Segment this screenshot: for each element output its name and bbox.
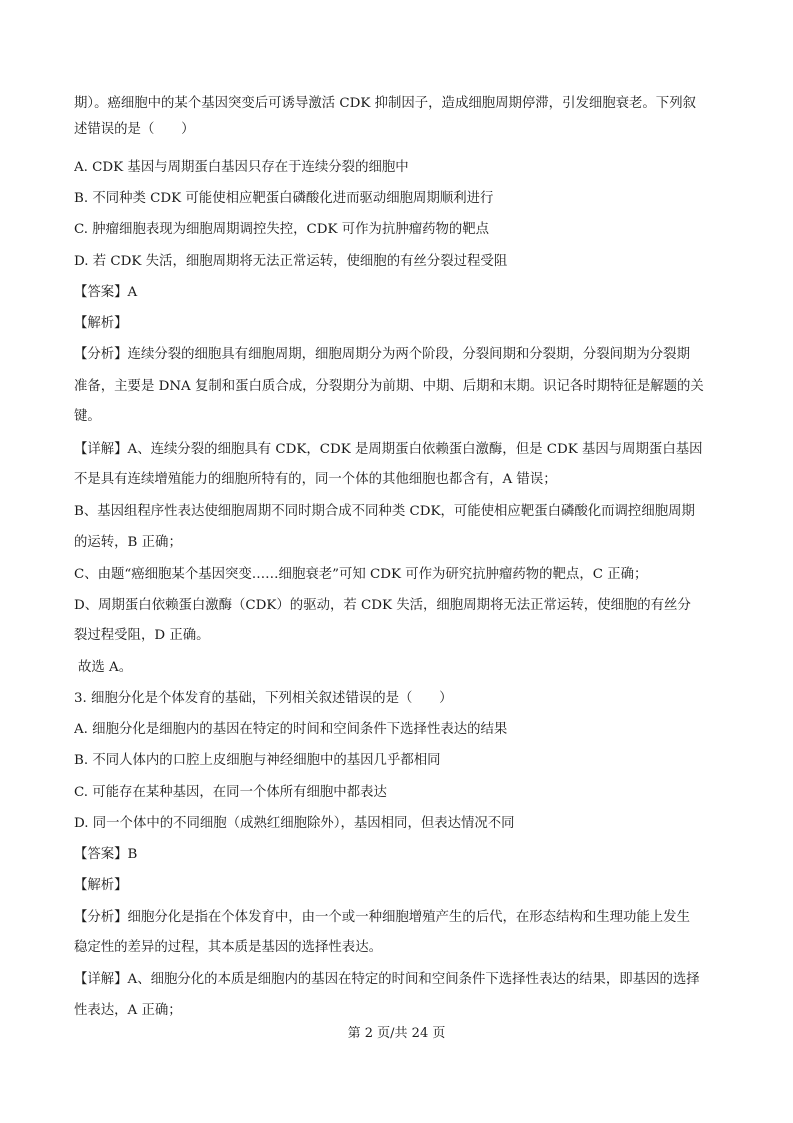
text-line: 裂过程受阻，D 正确。 [74,628,210,643]
text-line: 键。 [74,409,101,424]
text-line: C、由题“癌细胞某个基因突变……细胞衰老”可知 CDK 可作为研究抗肿瘤药物的靶点，C 正确； [74,567,648,582]
option-d: D. 同一个体中的不同细胞（成熟红细胞除外），基因相同，但表达情况不同 [74,816,515,831]
option-a: A. CDK 基因与周期蛋白基因只存在于连续分裂的细胞中 [74,160,409,175]
text-line: 【分析】细胞分化是指在个体发育中，由一个或一种细胞增殖产生的后代，在形态结构和生理功能上发生 [74,910,690,925]
text-line: B、基因组程序性表达使细胞周期不同时期合成不同种类 CDK，可能使相应靶蛋白磷酸化而调控细胞周期 [74,504,695,519]
text-line: 稳定性的差异的过程，其本质是基因的选择性表达。 [74,940,382,955]
text-line: 述错误的是（ ） [74,122,195,137]
text-line: 【详解】A、连续分裂的细胞具有 CDK，CDK 是周期蛋白依赖蛋白激酶，但是 CDK 基因与周期蛋白基因 [74,442,703,457]
option-b: B. 不同人体内的口腔上皮细胞与神经细胞中的基因几乎都相同 [74,753,441,768]
text-line: 性表达，A 正确； [74,1003,182,1018]
text-line: 【详解】A、细胞分化的本质是细胞内的基因在特定的时间和空间条件下选择性表达的结果，即基因的选择 [74,972,700,987]
answer-label: 【答案】A [74,285,138,300]
analysis-label: 【解析】 [74,878,128,893]
text-line: 期）。癌细胞中的某个基因突变后可诱导激活 CDK 抑制因子，造成细胞周期停滞，引发细胞衰老。下列叙 [74,96,696,111]
option-b: B. 不同种类 CDK 可能使相应靶蛋白磷酸化进而驱动细胞周期顺利进行 [74,191,494,206]
option-d: D. 若 CDK 失活，细胞周期将无法正常运转，使细胞的有丝分裂过程受阻 [74,254,508,269]
text-line: 的运转，B 正确； [74,535,182,550]
text-line: D、周期蛋白依赖蛋白激酶（CDK）的驱动，若 CDK 失活，细胞周期将无法正常运转，使细胞的有丝分 [74,598,691,613]
option-c: C. 肿瘤细胞表现为细胞周期调控失控，CDK 可作为抗肿瘤药物的靶点 [74,222,490,237]
answer-label: 【答案】B [74,847,138,862]
text-line: 【分析】连续分裂的细胞具有细胞周期，细胞周期分为两个阶段，分裂间期和分裂期，分裂间期为分裂期 [74,347,690,362]
text-line: 不是具有连续增殖能力的细胞所特有的，同一个体的其他细胞也都含有，A 错误； [74,472,557,487]
option-a: A. 细胞分化是细胞内的基因在特定的时间和空间条件下选择性表达的结果 [74,722,508,737]
conclusion-line: 故选 A。 [78,660,133,675]
page-number-footer: 第 2 页/共 24 页 [347,1026,446,1041]
analysis-label: 【解析】 [74,316,128,331]
option-c: C. 可能存在某种基因，在同一个体所有细胞中都表达 [74,785,387,800]
text-line: 准备，主要是 DNA 复制和蛋白质合成，分裂期分为前期、中期、后期和末期。识记各时期特征是解题的关 [74,379,704,394]
question-3: 3. 细胞分化是个体发育的基础，下列相关叙述错误的是（ ） [74,691,453,706]
